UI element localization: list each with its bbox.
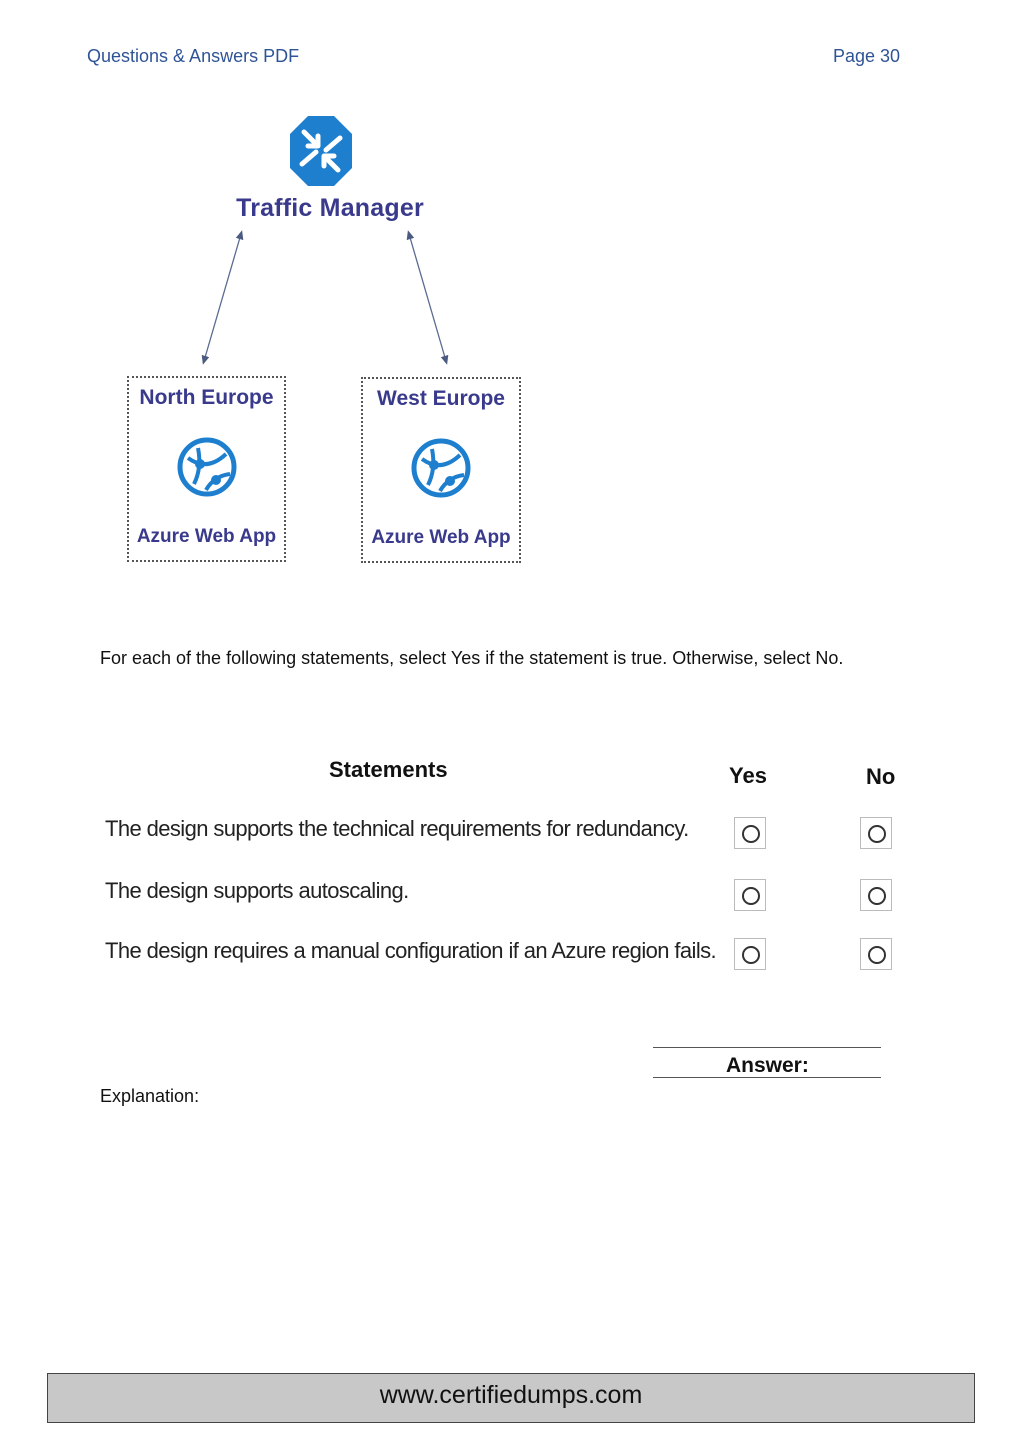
statement-text: The design requires a manual configuration if an Azure region fails. — [105, 938, 717, 963]
explanation-label: Explanation: — [100, 1086, 200, 1106]
architecture-diagram — [100, 110, 540, 580]
yes-radio[interactable] — [734, 879, 766, 911]
radio-circle-icon — [868, 887, 886, 905]
column-header-no: No — [866, 764, 896, 789]
column-header-yes: Yes — [729, 763, 767, 788]
web-app-globe-icon — [176, 436, 238, 498]
region-west-europe — [361, 377, 521, 563]
statement-text: The design supports autoscaling. — [105, 878, 409, 903]
traffic-manager-icon — [288, 114, 354, 188]
statement-row — [0, 878, 1024, 918]
radio-circle-icon — [868, 946, 886, 964]
answer-label: Answer: — [726, 1054, 809, 1077]
answer-divider-bottom — [653, 1077, 881, 1078]
column-header-statements: Statements — [329, 757, 448, 782]
yes-radio[interactable] — [734, 938, 766, 970]
footer-url[interactable]: www.certifiedumps.com — [379, 1381, 643, 1409]
radio-circle-icon — [742, 946, 760, 964]
region-app-label: Azure Web App — [371, 527, 511, 548]
no-radio[interactable] — [860, 879, 892, 911]
footer-bar — [47, 1373, 975, 1423]
radio-circle-icon — [868, 825, 886, 843]
region-title: North Europe — [139, 386, 274, 409]
region-title: West Europe — [377, 387, 505, 410]
radio-circle-icon — [742, 887, 760, 905]
statement-text: The design supports the technical requirements for redundancy. — [105, 816, 689, 841]
statement-row — [0, 938, 1024, 978]
yes-radio[interactable] — [734, 817, 766, 849]
answer-divider-top — [653, 1047, 881, 1048]
no-radio[interactable] — [860, 817, 892, 849]
region-app-label: Azure Web App — [136, 526, 277, 547]
instructions-text: For each of the following statements, select Yes if the statement is true. Otherwise, select No. — [100, 648, 844, 668]
arrow-tm-north-europe — [204, 234, 241, 361]
region-north-europe — [127, 376, 286, 562]
statement-row — [0, 816, 1024, 856]
traffic-manager-label: Traffic Manager — [236, 194, 424, 222]
page-number: Page 30 — [833, 46, 901, 66]
web-app-globe-icon — [410, 437, 472, 499]
arrow-tm-west-europe — [409, 234, 446, 361]
no-radio[interactable] — [860, 938, 892, 970]
header-title: Questions & Answers PDF — [87, 46, 300, 66]
radio-circle-icon — [742, 825, 760, 843]
